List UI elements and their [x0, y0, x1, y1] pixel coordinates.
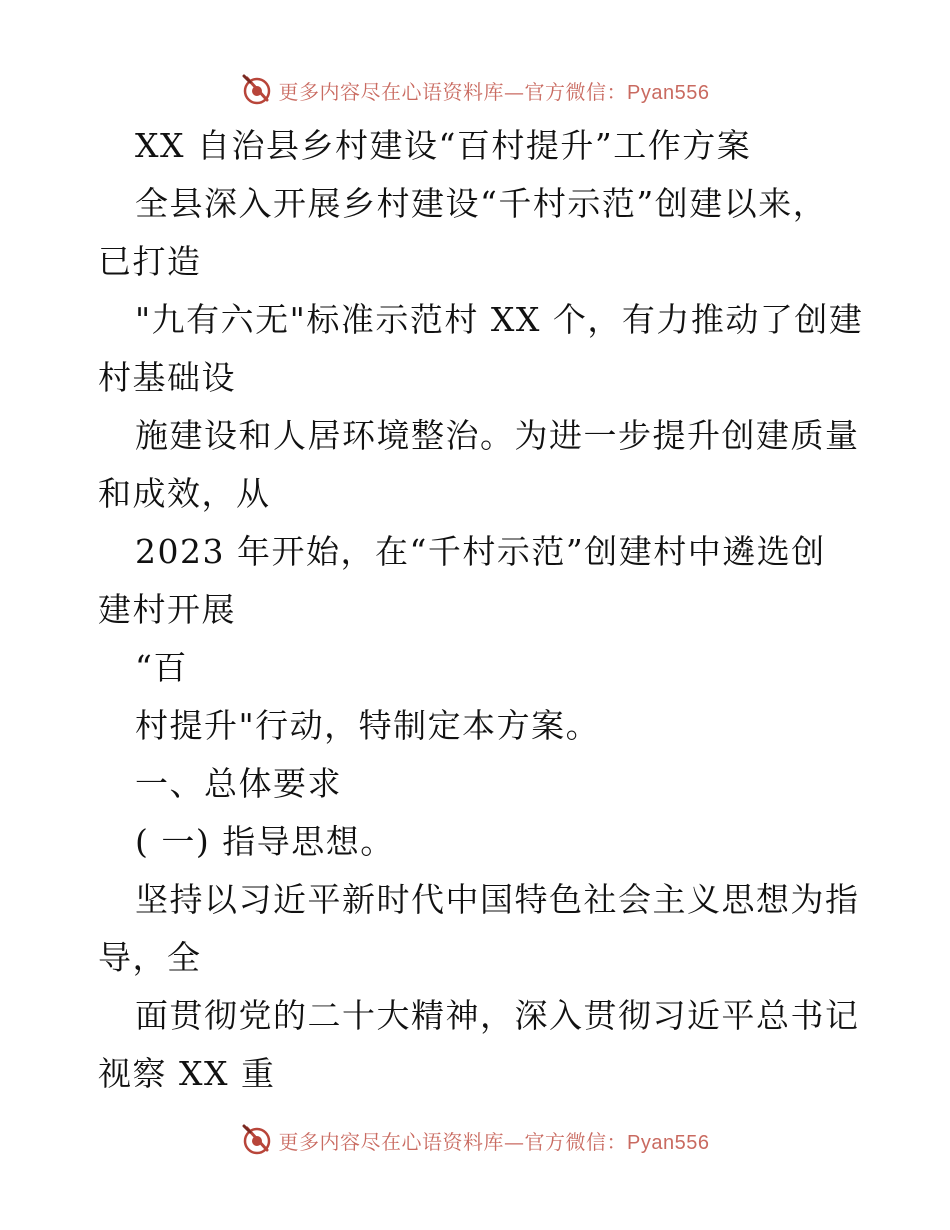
paragraph-line: "九有六无"标准示范村 XX 个，有力推动了创建 [135, 300, 864, 339]
paragraph-line: 面贯彻党的二十大精神，深入贯彻习近平总书记 [135, 996, 860, 1035]
watermark-text [279, 76, 710, 105]
header-watermark-banner [0, 70, 950, 110]
quill-logo-icon [241, 74, 273, 106]
paragraph-line: 导，全 [98, 938, 202, 977]
subsection-heading: ( 一) 指导思想。 [135, 822, 395, 861]
watermark-message: 更多内容尽在心语资料库—官方微信： [278, 1129, 628, 1154]
watermark-handle: Pyan556 [627, 1131, 710, 1154]
paragraph-line: 村提升"行动，特制定本方案。 [135, 706, 601, 745]
paragraph-line: 村基础设 [98, 358, 236, 397]
paragraph-line: 施建设和人居环境整治。为进一步提升创建质量 [135, 416, 860, 455]
paragraph-line: 全县深入开展乡村建设“千村示范”创建以来， [135, 184, 828, 223]
paragraph-line: 2023 年开始，在“千村示范”创建村中遴选创 [135, 532, 826, 571]
section-heading: 一、总体要求 [135, 764, 342, 803]
watermark-handle: Pyan556 [627, 81, 710, 104]
quill-logo-icon [241, 1124, 273, 1156]
watermark-text [279, 1126, 710, 1155]
footer-watermark-banner [0, 1120, 950, 1160]
paragraph-line: 和成效，从 [98, 474, 271, 513]
paragraph-line: 建村开展 [98, 590, 236, 629]
paragraph-line: “百 [135, 648, 188, 687]
paragraph-line: 已打造 [98, 242, 202, 281]
document-title: XX 自治县乡村建设“百村提升”工作方案 [135, 126, 752, 165]
paragraph-line: 视察 XX 重 [98, 1054, 276, 1093]
watermark-message: 更多内容尽在心语资料库—官方微信： [278, 79, 628, 104]
paragraph-line: 坚持以习近平新时代中国特色社会主义思想为指 [135, 880, 860, 919]
